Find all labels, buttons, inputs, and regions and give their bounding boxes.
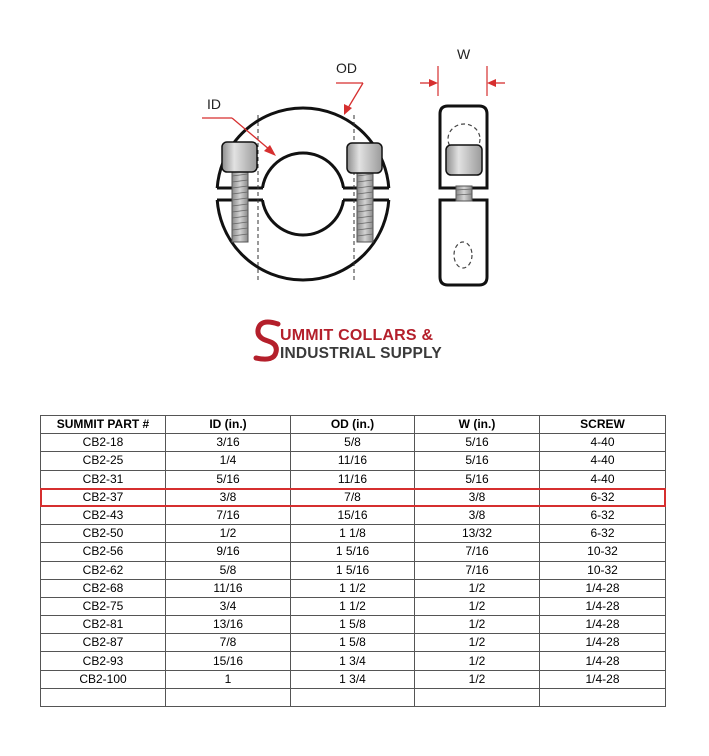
table-cell: 3/8 [166,488,291,506]
table-cell: 5/8 [291,434,415,452]
table-row [41,488,666,506]
table-cell: CB2-62 [41,561,166,579]
table-cell: 1/2 [415,597,540,615]
table-cell: 1/4-28 [540,634,666,652]
table-row [41,506,666,524]
table-row [41,434,666,452]
table-row [41,616,666,634]
collar-side-view [420,66,505,285]
table-row [41,597,666,615]
logo-line-2: INDUSTRIAL SUPPLY [280,345,442,362]
table-cell [540,688,666,706]
table-cell [415,688,540,706]
table-cell: CB2-81 [41,616,166,634]
table-cell: 13/32 [415,525,540,543]
table-cell: 1/2 [166,525,291,543]
table-cell: 1 5/16 [291,561,415,579]
header-part: SUMMIT PART # [41,416,166,434]
table-cell: 5/16 [415,470,540,488]
table-header-row [41,416,666,434]
table-cell: 1/4 [166,452,291,470]
table-cell: 1/4-28 [540,579,666,597]
header-od: OD (in.) [291,416,415,434]
table-row [41,670,666,688]
od-leader-arrow [336,83,363,115]
table-cell: 1 5/8 [291,634,415,652]
summit-s-logo-icon [252,318,282,364]
table-cell: 5/16 [415,434,540,452]
table-cell: CB2-87 [41,634,166,652]
spec-table [40,415,666,707]
table-row [41,452,666,470]
table-cell: 5/16 [415,452,540,470]
w-label: W [457,46,471,62]
table-cell: 1/4-28 [540,652,666,670]
table-cell: 11/16 [166,579,291,597]
table-cell: 4-40 [540,452,666,470]
table-cell: 4-40 [540,434,666,452]
table-cell: 11/16 [291,470,415,488]
table-cell: CB2-43 [41,506,166,524]
table-cell: 9/16 [166,543,291,561]
table-row [41,561,666,579]
summit-logo [252,318,462,364]
od-label: OD [336,60,357,76]
table-cell: 5/16 [166,470,291,488]
table-cell: CB2-68 [41,579,166,597]
table-cell: 1 5/16 [291,543,415,561]
table-cell: 1 3/4 [291,670,415,688]
logo-line-1: UMMIT COLLARS & [280,327,434,344]
table-cell: 10-32 [540,543,666,561]
w-dimension-arrows [420,66,505,96]
table-cell: 1 3/4 [291,652,415,670]
table-cell: 13/16 [166,616,291,634]
table-cell: 11/16 [291,452,415,470]
table-cell: 1/2 [415,579,540,597]
table-row [41,525,666,543]
table-cell: CB2-25 [41,452,166,470]
table-cell: 1 1/8 [291,525,415,543]
table-cell: 15/16 [291,506,415,524]
table-cell: 1/4-28 [540,597,666,615]
table-row [41,579,666,597]
table-cell: CB2-37 [41,488,166,506]
id-label: ID [207,96,221,112]
header-screw: SCREW [540,416,666,434]
table-cell: 7/16 [415,543,540,561]
table-cell: CB2-75 [41,597,166,615]
table-cell: 3/16 [166,434,291,452]
table-row [41,634,666,652]
table-cell: 1 5/8 [291,616,415,634]
table-cell: CB2-56 [41,543,166,561]
table-row [41,543,666,561]
table-cell: 6-32 [540,525,666,543]
table-cell: 1 [166,670,291,688]
table-cell: 3/4 [166,597,291,615]
table-cell: CB2-50 [41,525,166,543]
table-cell: 15/16 [166,652,291,670]
table-cell: CB2-31 [41,470,166,488]
table-cell: 5/8 [166,561,291,579]
table-cell: 3/8 [415,506,540,524]
table-row [41,652,666,670]
collar-front-view [202,83,389,280]
table-row [41,688,666,706]
table-cell: 7/16 [415,561,540,579]
table-cell: 7/8 [166,634,291,652]
table-cell: 1/4-28 [540,670,666,688]
table-cell: 10-32 [540,561,666,579]
table-cell [41,688,166,706]
table-row [41,470,666,488]
table-cell: 1/4-28 [540,616,666,634]
table-cell: 1/2 [415,652,540,670]
table-cell: 3/8 [415,488,540,506]
collar-drawing [0,0,709,310]
table-cell [166,688,291,706]
header-id: ID (in.) [166,416,291,434]
table-cell: CB2-93 [41,652,166,670]
table-cell: 1/2 [415,670,540,688]
table-cell: 1/2 [415,616,540,634]
table-cell: 7/16 [166,506,291,524]
table-cell: 6-32 [540,506,666,524]
header-w: W (in.) [415,416,540,434]
table-cell: 7/8 [291,488,415,506]
table-cell: 1 1/2 [291,597,415,615]
table-cell: 6-32 [540,488,666,506]
table-body [41,434,666,707]
table-cell: 1/2 [415,634,540,652]
table-cell: 4-40 [540,470,666,488]
table-cell [291,688,415,706]
table-cell: CB2-100 [41,670,166,688]
table-cell: 1 1/2 [291,579,415,597]
table-cell: CB2-18 [41,434,166,452]
